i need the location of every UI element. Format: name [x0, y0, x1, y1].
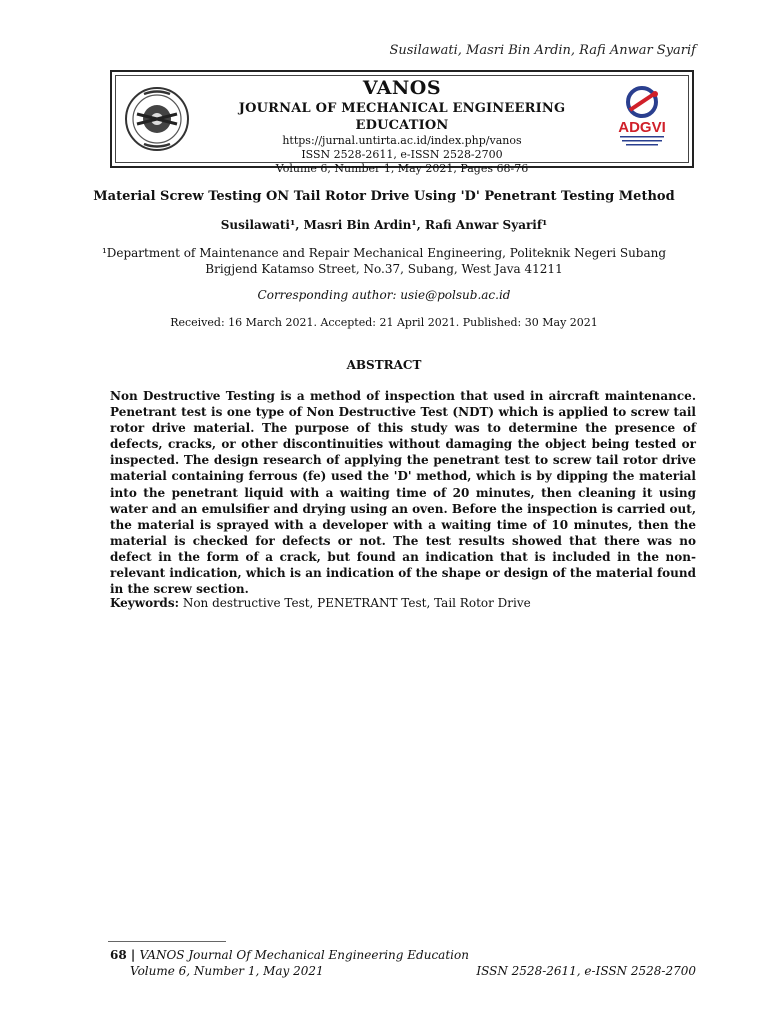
- journal-volume: Volume 6, Number 1, May 2021, Pages 68-76: [275, 162, 529, 175]
- adgvi-logo-icon: [606, 84, 678, 150]
- footer-line-1: [110, 948, 469, 962]
- vanos-emblem-icon: [124, 86, 190, 152]
- abstract-body: Non Destructive Testing is a method of inspection that used in aircraft maintenance. Penetrant test is one type of Non Destructive Test (NDT) which is applied to screw tail rotor drive material. The purpose of this study was to determine the presence of defects, cracks, or other discontinuities without damaging the object being tested or inspected. The design research of applying the penetrant test to screw tail rotor drive material containing ferrous (fe) used the 'D' method, which is by dipping the material into the penetrant liquid with a waiting time of 20 minutes, then cleaning it using water and an emulsifier and drying using an oven. Before the inspection is carried out, the material is sprayed with a developer with a waiting time of 10 minutes, then the material is checked for defects or not. The test results showed that there was no defect in the form of a crack, but found an indication that is included in the non-relevant indication, which is an indication of the shape or design of the material found in the screw section.: [110, 389, 696, 597]
- footer-journal: VANOS Journal Of Mechanical Engineering Education: [139, 948, 469, 962]
- footer-volume: Volume 6, Number 1, May 2021: [130, 964, 324, 978]
- journal-issn: ISSN 2528-2611, e-ISSN 2528-2700: [301, 148, 503, 161]
- running-head-authors: Susilawati, Masri Bin Ardin, Rafi Anwar Syarif: [389, 43, 696, 58]
- affiliation-line-1: ¹Department of Maintenance and Repair Mechanical Engineering, Politeknik Negeri Subang: [101, 246, 667, 260]
- keywords-list: Non destructive Test, PENETRANT Test, Tail Rotor Drive: [179, 596, 531, 610]
- keywords: [110, 596, 696, 610]
- adgvi-logo-text: ADGVI: [618, 119, 666, 136]
- page-number: 68: [110, 948, 127, 962]
- abstract-heading: ABSTRACT: [346, 358, 422, 372]
- journal-title: VANOS: [362, 77, 442, 99]
- paper-affiliation: [80, 245, 688, 277]
- journal-url[interactable]: https://jurnal.untirta.ac.id/index.php/vanos: [282, 134, 522, 147]
- journal-masthead: [110, 70, 694, 175]
- paper-dates: Received: 16 March 2021. Accepted: 21 April 2021. Published: 30 May 2021: [170, 316, 598, 329]
- journal-subtitle: JOURNAL OF MECHANICAL ENGINEERING EDUCATION: [238, 101, 566, 133]
- keywords-label: Keywords:: [110, 596, 180, 610]
- footer-separator: |: [126, 948, 140, 962]
- footer-issn: ISSN 2528-2611, e-ISSN 2528-2700: [476, 964, 696, 978]
- corresponding-author: Corresponding author: usie@polsub.ac.id: [257, 288, 511, 302]
- affiliation-line-2: Brigjend Katamso Street, No.37, Subang, West Java 41211: [205, 262, 563, 276]
- paper-title: Material Screw Testing ON Tail Rotor Drive Using 'D' Penetrant Testing Method: [93, 189, 675, 204]
- footer-rule: [108, 941, 226, 942]
- paper-authors: Susilawati¹, Masri Bin Ardin¹, Rafi Anwar Syarif¹: [220, 218, 548, 232]
